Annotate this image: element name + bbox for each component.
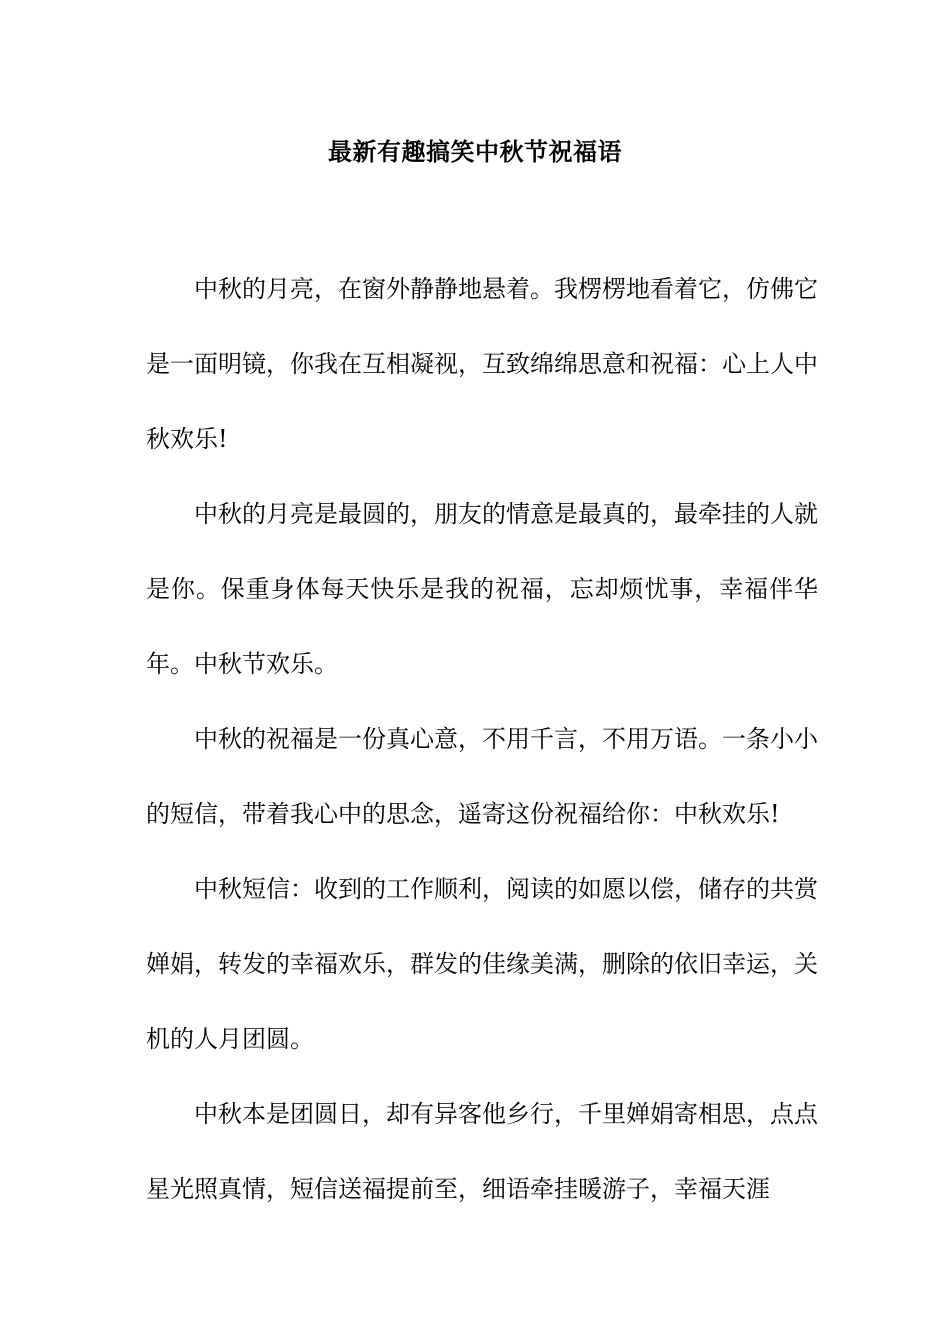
paragraph: 中秋短信：收到的工作顺利，阅读的如愿以偿，储存的共赏婵娟，转发的幸福欢乐，群发的佳缘美满，删除的依旧幸运，关机的人月团圆。 (146, 875, 818, 1053)
document-title: 最新有趣搞笑中秋节祝福语 (328, 137, 622, 166)
document-body (146, 252, 818, 1227)
paragraph: 中秋的月亮是最圆的，朋友的情意是最真的，最牵挂的人就是你。保重身体每天快乐是我的祝福，忘却烦忧事，幸福伴华年。中秋节欢乐。 (146, 500, 818, 678)
paragraph: 中秋本是团圆日，却有异客他乡行，千里婵娟寄相思，点点星光照真情，短信送福提前至，细语牵挂暖游子，幸福天涯 (146, 1100, 818, 1203)
paragraph: 中秋的月亮，在窗外静静地悬着。我楞楞地看着它，仿佛它是一面明镜，你我在互相凝视，互致绵绵思意和祝福：心上人中秋欢乐! (146, 275, 818, 453)
paragraph: 中秋的祝福是一份真心意，不用千言，不用万语。一条小小的短信，带着我心中的思念，遥寄这份祝福给你：中秋欢乐! (146, 725, 818, 828)
